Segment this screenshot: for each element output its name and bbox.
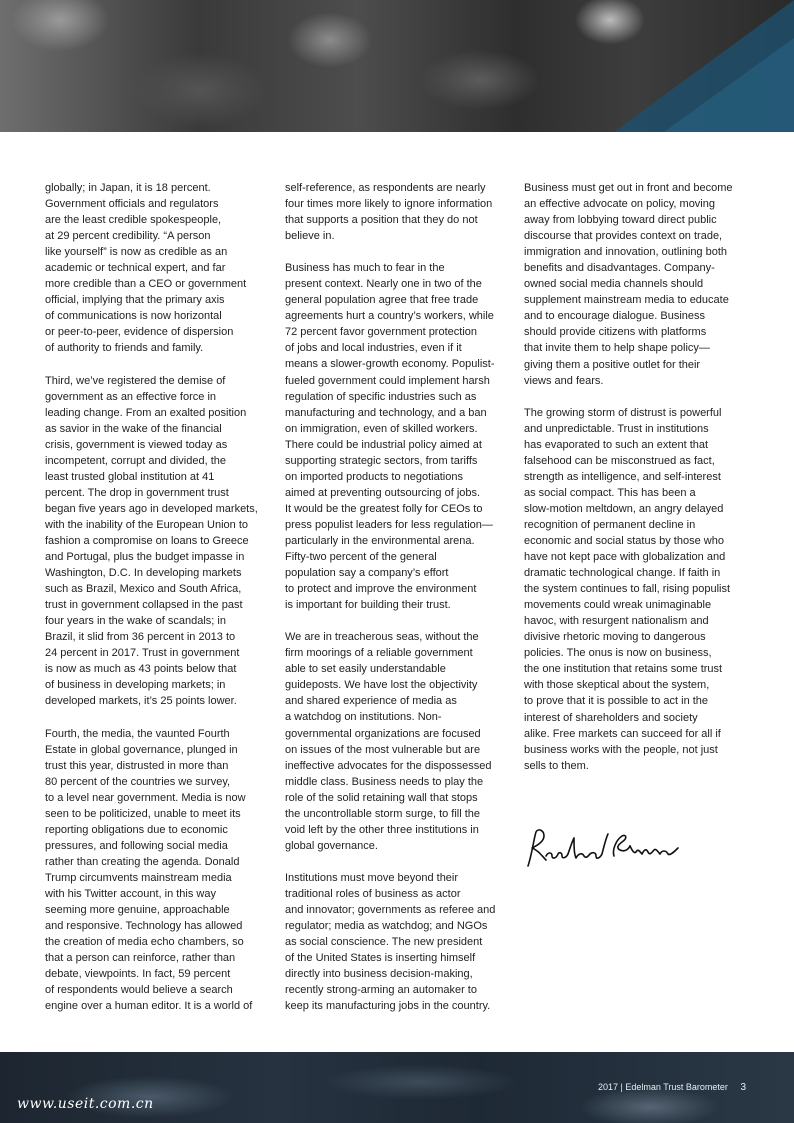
paragraph: The growing storm of distrust is powerful and unpredictable. Trust in institutions has evaporated to such an extent that falsehood can be misconstrued as fact, strength as intelligence, and self-interest as social compact. This has been a slow-motion meltdown, an angry delayed recognition of permanent decline in economic and social status by those who have not kept pace with globalization and dramatic technological change. If faith in the system continues to fall, rising populist movements could wreak unimaginable havoc, with resurgent nationalism and divisive rhetoric moving to dangerous policies. The onus is now on business, the one institution that retains some trust with those skeptical about the system, to prove that it is possible to act in the interest of shareholders and society alike. Free markets can succeed for all if business works with the people, not just sells to them. (524, 406, 731, 772)
paragraph: We are in treacherous seas, without the firm moorings of a reliable government able to set easily understandable guideposts. We have lost the objectivity and shared experience of media as a watchdog on institutions. Non- governmental organizations are focused on issues of the most vulnerable but are ineffective advocates for the dispossessed middle class. Business needs to play the role of the solid retaining wall that stops the uncontrollable storm surge, to fill the void left by the other three institutions in global governance. (285, 631, 492, 852)
paragraph: globally; in Japan, it is 18 percent. Government officials and regulators are the least credible spokespeople, at 29 percent credibility. “A person like yourself” is now as credible as an academic or technical expert, and far more credible than a CEO or government official, implying that the primary axis of communications is now horizontal or peer-to-peer, evidence of dispersion of authority to friends and family. (45, 182, 247, 355)
page-number: 3 (740, 1082, 746, 1093)
handwritten-signature (524, 826, 684, 874)
running-title: 2017 | Edelman Trust Barometer (598, 1082, 728, 1092)
paragraph: Fourth, the media, the vaunted Fourth Estate in global governance, plunged in trust this year, distrusted in more than 80 percent of the countries we survey, to a level near government. Media is now seen to be politicized, unable to meet its reporting obligations due to economic pressures, and following social media rather than creating the agenda. Donald Trump circumvents mainstream media with his Twitter account, in this way seeming more genuine, approachable and responsive. Technology has allowed the creation of media echo chambers, so that a person can reinforce, rather than debate, viewpoints. In fact, 59 percent of respondents would believe a search engine over a human editor. It is a world of (45, 727, 253, 1013)
footer-running-title (598, 1082, 746, 1093)
blue-diagonal-accent (574, 0, 794, 132)
watermark-text: www.useit.com.cn (17, 1096, 154, 1112)
paragraph: Business has much to fear in the present context. Nearly one in two of the general population agree that free trade agreements hurt a country’s workers, while 72 percent favor government protection of jobs and local industries, even if it means a slower-growth economy. Populist- fueled government could implement harsh regulation of specific industries such as manufacturing and technology, and a ban on immigration, even of skilled workers. There could be industrial policy aimed at supporting strategic sectors, from tariffs on imported products to negotiations aimed at preventing outsourcing of jobs. It would be the greatest folly for CEOs to press populist leaders for less regulation— particularly in the environmental arena. Fifty-two percent of the general population say a company’s effort to protect and improve the environment is important for building their trust. (285, 262, 495, 612)
footer-banner (0, 1052, 794, 1123)
text-column-1 (45, 180, 267, 1030)
paragraph: Third, we’ve registered the demise of government as an effective force in leading change. From an exalted position as savior in the wake of the financial crisis, government is viewed today as incompetent, corrupt and divided, the least trusted global institution at 41 percent. The drop in government trust began five years ago in developed markets, with the inability of the European Union to fashion a compromise on loans to Greece and Portugal, plus the budget impasse in Washington, D.C. In developing markets such as Brazil, Mexico and South Africa, trust in government collapsed in the past four years in the wake of scandals; in Brazil, it slid from 36 percent in 2013 to 24 percent in 2017. Trust in government is now as much as 43 points below that of business in developing markets; in developed markets, it’s 25 points lower. (45, 374, 258, 708)
text-column-2 (285, 180, 507, 1030)
header-photo-banner (0, 0, 794, 132)
text-column-3 (524, 180, 746, 790)
paragraph: self-reference, as respondents are nearly four times more likely to ignore information that supports a position that they do not believe in. (285, 182, 493, 243)
paragraph: Business must get out in front and become an effective advocate on policy, moving away from lobbying toward direct public discourse that provides context on trade, immigration and innovation, outlining both benefits and disadvantages. Company- owned social media channels should supplement mainstream media to educate and to encourage dialogue. Business should provide citizens with platforms that invite them to help shape policy— giving them a positive outlet for their views and fears. (524, 182, 733, 387)
paragraph: Institutions must move beyond their traditional roles of business as actor and innovator; governments as referee and regulator; media as watchdog; and NGOs as social conscience. The new president of the United States is inserting himself directly into business decision-making, recently strong-arming an automaker to keep its manufacturing jobs in the country. (285, 871, 496, 1013)
